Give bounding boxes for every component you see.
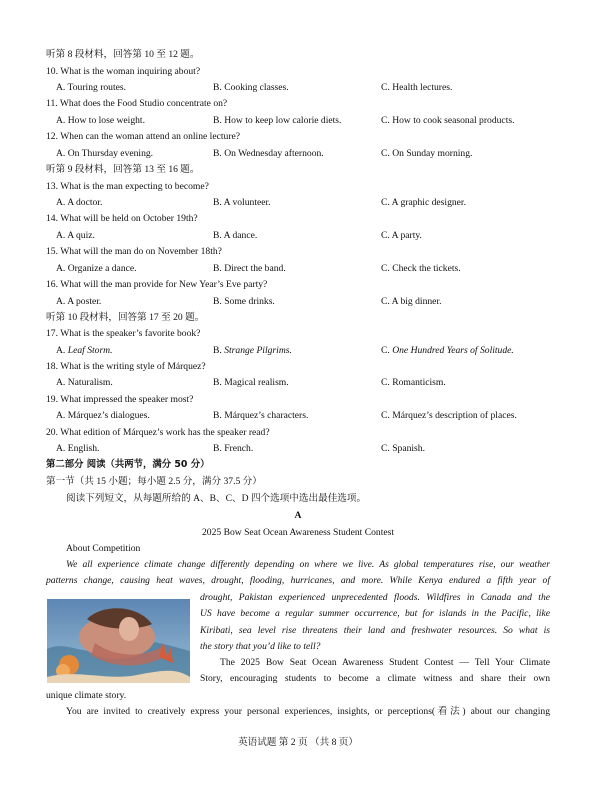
- option-a: A. Naturalism.: [56, 377, 113, 388]
- option-a: A. Organize a dance.: [56, 263, 137, 274]
- option-prefix: C.: [381, 345, 393, 356]
- option-a: A. Márquez’s dialogues.: [56, 410, 150, 421]
- text-line: We all experience climate change differently depending on where we live. As global temperatures rise, our weather: [66, 559, 550, 570]
- section-intro-9: 听第 9 段材料，回答第 13 至 16 题。: [46, 164, 200, 175]
- option-a: A. A doctor.: [56, 197, 103, 208]
- text-line: US have become a regular summer occurrence, but for islands in the Pacific, like: [200, 608, 550, 620]
- option-c: C. Spanish.: [381, 443, 425, 454]
- question-16: 16. What will the man provide for New Year’s Eve party?: [46, 279, 268, 290]
- option-b: B. Some drinks.: [213, 296, 275, 307]
- text-line: You are invited to creatively express your personal experiences, insights, or perceptions(看法) about our changing: [66, 706, 550, 717]
- text-line: The 2025 Bow Seat Ocean Awareness Student Contest — Tell Your Climate: [220, 657, 550, 668]
- reading-instruction: 阅读下列短文，从每题所给的 A、B、C、D 四个选项中选出最佳选项。: [66, 493, 367, 504]
- option-b: B. Cooking classes.: [213, 82, 289, 93]
- option-c: C. Health lectures.: [381, 82, 453, 93]
- option-b: B. How to keep low calorie diets.: [213, 115, 342, 126]
- option-b: B. On Wednesday afternoon.: [213, 148, 324, 159]
- option-b: B. Magical realism.: [213, 377, 289, 388]
- option-c: C. Romanticism.: [381, 377, 446, 388]
- option-c: [381, 345, 514, 357]
- about-heading: About Competition: [66, 543, 141, 554]
- option-c: C. On Sunday morning.: [381, 148, 473, 159]
- option-c: C. A big dinner.: [381, 296, 442, 307]
- question-10: 10. What is the woman inquiring about?: [46, 66, 201, 77]
- option-a: A. A quiz.: [56, 230, 95, 241]
- paragraph-1-wrap: [200, 590, 550, 656]
- option-c: C. A graphic designer.: [381, 197, 466, 208]
- option-a: A. Touring routes.: [56, 82, 127, 93]
- question-12: 12. When can the woman attend an online lecture?: [46, 131, 241, 142]
- option-c: C. Márquez’s description of places.: [381, 410, 517, 421]
- book-title: One Hundred Years of Solitude.: [392, 345, 514, 356]
- section1-title: 第一节（共 15 小题；每小题 2.5 分，满分 37.5 分）: [46, 476, 262, 487]
- question-19: 19. What impressed the speaker most?: [46, 394, 194, 405]
- ocean-illustration: [47, 599, 190, 683]
- option-a: A. On Thursday evening.: [56, 148, 154, 159]
- option-a: A. English.: [56, 443, 100, 454]
- option-b: B. Márquez’s characters.: [213, 410, 309, 421]
- page-footer: 英语试题 第 2 页 （共 8 页）: [238, 737, 358, 748]
- text-line: patterns change, causing heat waves, drought, flooding, hurricanes, and more. While Kenya endured a fifth year of: [46, 575, 550, 587]
- option-c: C. A party.: [381, 230, 422, 241]
- part2-title: 第二部分 阅读（共两节，满分 50 分）: [46, 459, 210, 470]
- option-b: B. French.: [213, 443, 254, 454]
- section-intro-8: 听第 8 段材料，回答第 10 至 12 题。: [46, 49, 200, 60]
- paragraph-1-top: [46, 557, 550, 590]
- option-prefix: A.: [56, 345, 68, 356]
- paragraph-2-last: unique climate story.: [46, 690, 127, 701]
- question-17: 17. What is the speaker’s favorite book?: [46, 328, 201, 339]
- book-title: Leaf Storm.: [67, 345, 113, 356]
- question-20: 20. What edition of Márquez’s work has the speaker read?: [46, 427, 270, 438]
- option-b: B. Direct the band.: [213, 263, 286, 274]
- option-b: B. A volunteer.: [213, 197, 271, 208]
- text-line: the story that you’d like to tell?: [200, 641, 321, 653]
- option-a: [56, 345, 113, 357]
- book-title: Strange Pilgrims.: [224, 345, 292, 356]
- paragraph-3: [46, 704, 550, 720]
- option-b: [213, 345, 292, 357]
- text-line: Story, encouraging students to become a climate witness and share their own: [200, 673, 550, 685]
- option-a: A. How to lose weight.: [56, 115, 145, 126]
- passage-title: 2025 Bow Seat Ocean Awareness Student Contest: [201, 527, 395, 538]
- question-13: 13. What is the man expecting to become?: [46, 181, 209, 192]
- section-intro-10: 听第 10 段材料，回答第 17 至 20 题。: [46, 312, 205, 323]
- text-line: Kiribati, sea level rise threatens their land and freshwater resources. So what is: [200, 624, 550, 636]
- text-line: drought, Pakistan experienced unprecedented floods. Wildfires in Canada and the: [200, 592, 550, 603]
- passage-letter: A: [294, 510, 302, 521]
- painting-image: [47, 599, 190, 683]
- option-c: C. Check the tickets.: [381, 263, 461, 274]
- question-18: 18. What is the writing style of Márquez?: [46, 361, 206, 372]
- question-15: 15. What will the man do on November 18th?: [46, 246, 222, 257]
- option-a: A. A poster.: [56, 296, 102, 307]
- paragraph-2-wrap: [200, 655, 550, 688]
- option-c: C. How to cook seasonal products.: [381, 115, 515, 126]
- question-11: 11. What does the Food Studio concentrate on?: [46, 98, 228, 109]
- question-14: 14. What will be held on October 19th?: [46, 213, 198, 224]
- option-prefix: B.: [213, 345, 225, 356]
- option-b: B. A dance.: [213, 230, 258, 241]
